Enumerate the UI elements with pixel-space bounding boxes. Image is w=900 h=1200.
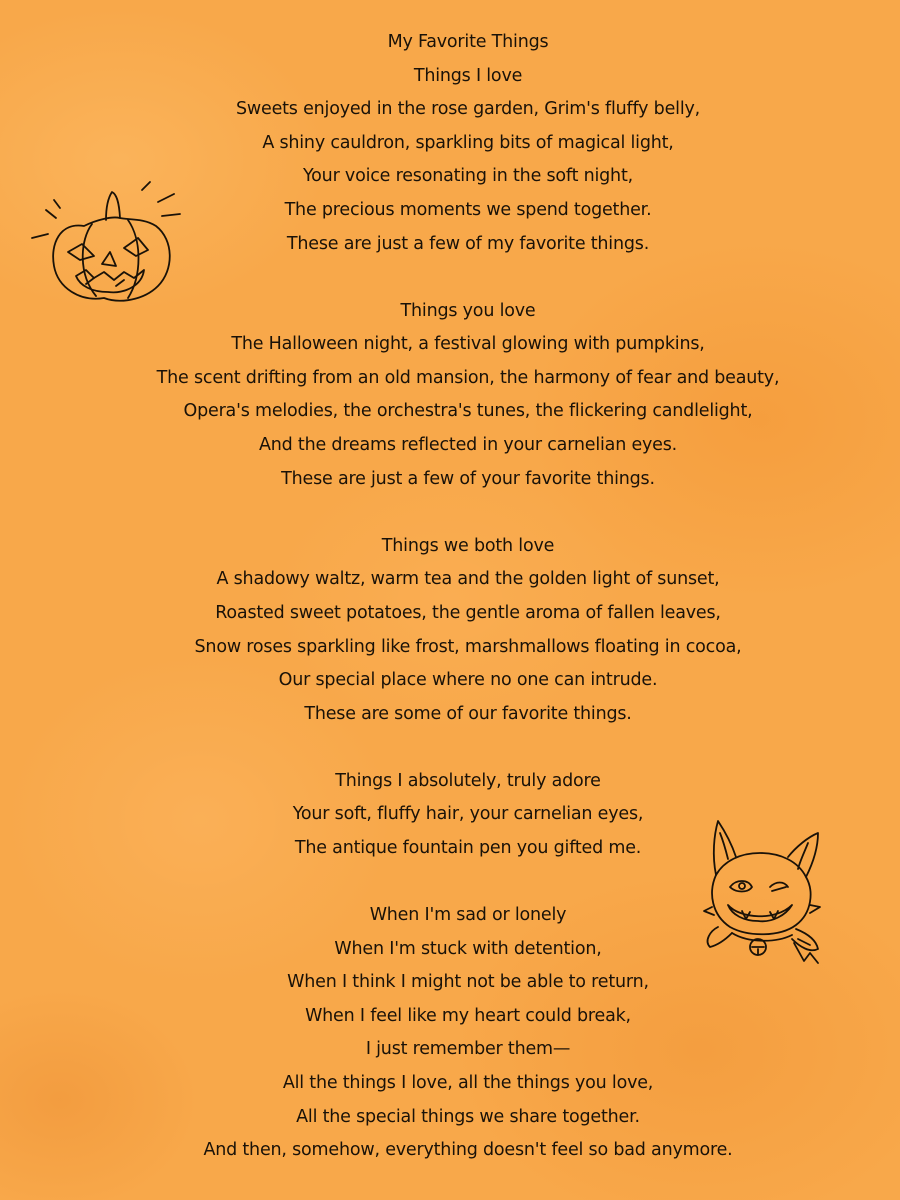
poem-line: Roasted sweet potatoes, the gentle aroma of fallen leaves, [215,602,721,623]
poem-line: A shadowy waltz, warm tea and the golden light of sunset, [216,569,720,590]
poem-line: These are some of our favorite things. [304,703,632,724]
poem-line: The Halloween night, a festival glowing with pumpkins, [231,334,705,355]
stanza-heading: Things I love [413,65,523,86]
poem-line: The precious moments we spend together. [284,199,652,220]
grinning-cat-icon [700,815,830,975]
poem-line: The scent drifting from an old mansion, the harmony of fear and beauty, [156,367,780,388]
poem-line: Your voice resonating in the soft night, [303,166,633,187]
poem-line: When I'm sad or lonely [369,905,567,926]
stanza-2 [0,295,900,497]
poem-title: My Favorite Things [387,32,549,52]
stanza-3 [0,530,900,732]
poem-line: All the special things we share together. [296,1106,640,1127]
poem-line: Snow roses sparkling like frost, marshmallows floating in cocoa, [194,636,742,657]
poem-line: And the dreams reflected in your carnelian eyes. [258,435,678,456]
poem-line: Our special place where no one can intrude. [278,670,658,691]
poem-line: All the things I love, all the things you love, [282,1073,654,1094]
stanza-heading: Things you love [400,300,536,321]
stanza-heading: Things we both love [381,535,555,556]
poem-line: When I'm stuck with detention, [334,938,602,959]
poem-line: Sweets enjoyed in the rose garden, Grim's fluffy belly, [235,99,700,120]
poem-line: I just remember them— [365,1039,571,1060]
poem-line: Your soft, fluffy hair, your carnelian eyes, [292,804,644,825]
poem-line: When I feel like my heart could break, [305,1005,631,1026]
poem-line: A shiny cauldron, sparkling bits of magical light, [262,132,674,153]
jack-o-lantern-icon [24,178,194,313]
poem-line: These are just a few of your favorite things. [281,468,655,489]
poem-line: Opera's melodies, the orchestra's tunes, the flickering candlelight, [183,401,753,422]
poem-line: The antique fountain pen you gifted me. [294,837,642,858]
poem-line: These are just a few of my favorite things. [286,233,650,254]
stanza-heading: Things I absolutely, truly adore [335,770,601,791]
poem-line: When I think I might not be able to return, [287,972,649,993]
poem-line: And then, somehow, everything doesn't feel so bad anymore. [203,1140,733,1161]
